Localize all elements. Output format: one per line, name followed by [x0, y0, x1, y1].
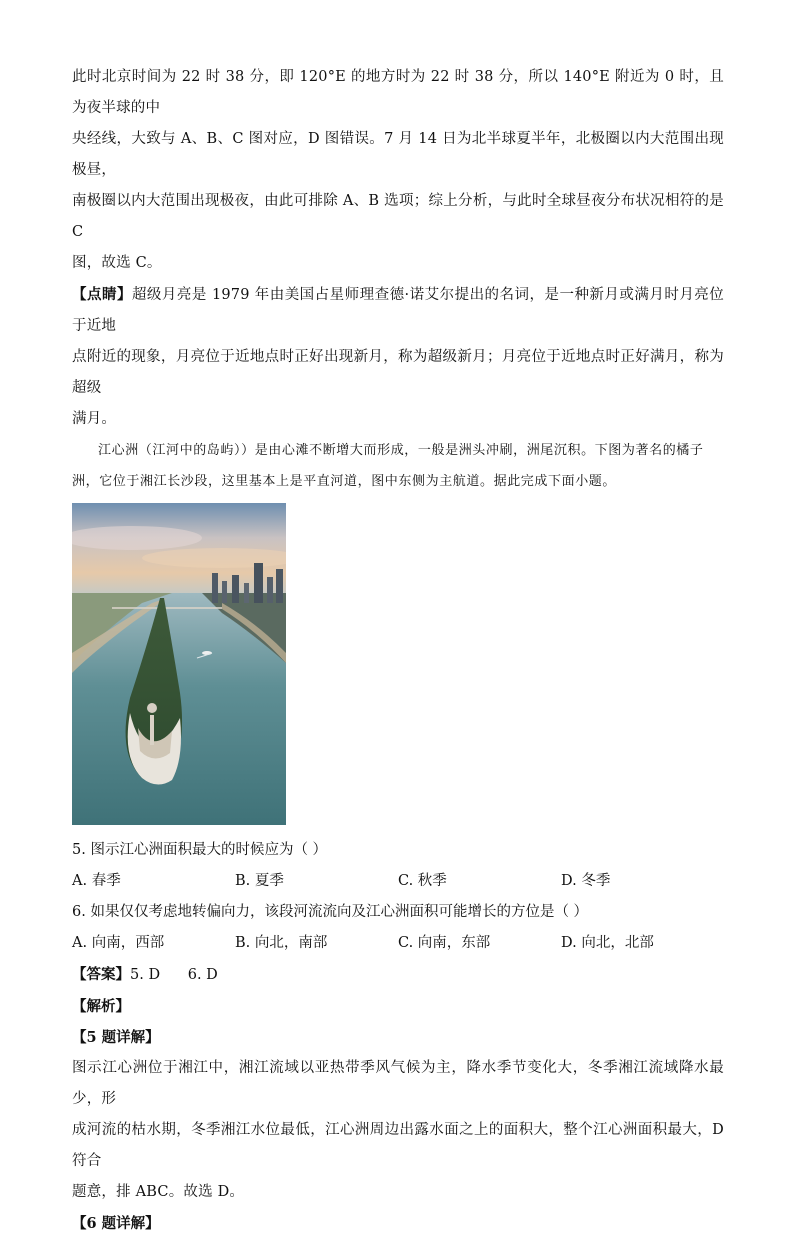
question-5-options [72, 866, 724, 897]
answer-text: 5. D 6. D [130, 967, 218, 983]
material-intro-line: 洲，它位于湘江长沙段，这里基本上是平直河道，图中东侧为主航道。据此完成下面小题。 [72, 474, 617, 489]
option-b: B. 向北，南部 [235, 935, 328, 951]
detail-5-line: 题意，排 ABC。故选 D。 [72, 1184, 245, 1200]
pointer-line [72, 279, 724, 342]
detail-5-line: 图示江心洲位于湘江中，湘江流域以亚热带季风气候为主，降水季节变化大，冬季湘江流域降水最少，形 [72, 1060, 724, 1107]
question-6-options [72, 928, 724, 959]
document-page [72, 62, 724, 1239]
question-6-stem: 6. 如果仅仅考虑地转偏向力，该段河流流向及江心洲面积可能增长的方位是（ ） [72, 904, 589, 920]
option-d: D. 冬季 [561, 873, 611, 889]
aerial-island-image [72, 503, 286, 825]
prev-explanation-line: 此时北京时间为 22 时 38 分，即 120°E 的地方时为 22 时 38 分，所以 140°E 附近为 0 时，且为夜半球的中 [72, 69, 724, 116]
prev-explanation-line: 央经线，大致与 A、B、C 图对应，D 图错误。7 月 14 日为北半球夏半年，北极圈以内大范围出现极昼， [72, 131, 724, 178]
detail-5-tag: 【5 题详解】 [72, 1029, 160, 1046]
detail-6-tag: 【6 题详解】 [72, 1215, 160, 1232]
prev-explanation-line: 南极圈以内大范围出现极夜，由此可排除 A、B 选项；综上分析，与此时全球昼夜分布状况相符的是 C [72, 193, 724, 240]
analysis-tag: 【解析】 [72, 998, 130, 1015]
orange-isle-photo [72, 503, 286, 825]
question-5-stem: 5. 图示江心洲面积最大的时候应为（ ） [72, 842, 328, 858]
pointer-text: 超级月亮是 1979 年由美国占星师理查德·诺艾尔提出的名词，是一种新月或满月时月亮位于近地 [72, 287, 724, 334]
pointer-line: 点附近的现象，月亮位于近地点时正好出现新月，称为超级新月；月亮位于近地点时正好满月，称为超级 [72, 349, 724, 396]
answer-line [72, 959, 724, 991]
option-d: D. 向北，北部 [561, 935, 654, 951]
prev-explanation-line: 图，故选 C。 [72, 255, 162, 271]
detail-5-line: 成河流的枯水期，冬季湘江水位最低，江心洲周边出露水面之上的面积大，整个江心洲面积最大，D 符合 [72, 1122, 724, 1169]
option-a: A. 向南，西部 [72, 935, 165, 951]
option-b: B. 夏季 [235, 873, 284, 889]
pointer-tag: 【点睛】 [72, 286, 132, 303]
material-intro-line: 江心洲（江河中的岛屿））是由心滩不断增大而形成，一般是洲头冲刷，洲尾沉积。下图为著名的橘子 [98, 443, 704, 458]
option-c: C. 向南，东部 [398, 935, 491, 951]
option-a: A. 春季 [72, 873, 121, 889]
answer-tag: 【答案】 [72, 966, 130, 983]
pointer-line: 满月。 [72, 411, 117, 427]
option-c: C. 秋季 [398, 873, 447, 889]
